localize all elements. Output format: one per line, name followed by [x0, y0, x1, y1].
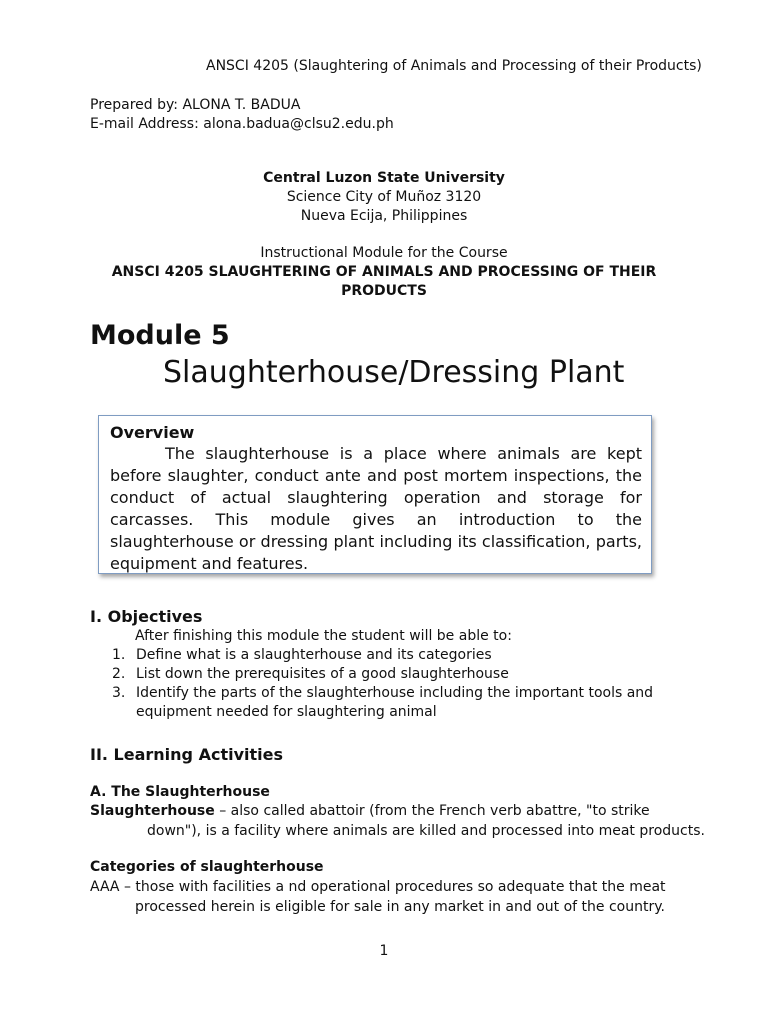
email-address: E-mail Address: alona.badua@clsu2.edu.ph — [90, 116, 394, 132]
overview-text: The slaughterhouse is a place where animals are kept before slaughter, conduct ante and post mortem inspections, the conduct of actual slaughtering operation and storage for carcasses. This module gives an introduction to the slaughterhouse or dressing plant including its classification, parts, equipment and features. — [110, 444, 642, 573]
section-a-heading: A. The Slaughterhouse — [90, 784, 270, 800]
module-intro: Instructional Module for the Course — [260, 245, 508, 261]
definition-text-line2: down"), is a facility where animals are killed and processed into meat products. — [147, 823, 705, 839]
objective-text: Identify the parts of the slaughterhouse including the important tools and — [136, 685, 654, 701]
module-number: Module 5 — [90, 320, 230, 351]
objective-number: 2. — [112, 666, 126, 682]
page-number: 1 — [379, 943, 389, 959]
institution-address-1: Science City of Muñoz 3120 — [286, 189, 482, 205]
institution-name: Central Luzon State University — [263, 170, 505, 186]
institution-address-2: Nueva Ecija, Philippines — [300, 208, 468, 224]
module-title: Slaughterhouse/Dressing Plant — [163, 355, 625, 390]
learning-activities-heading: II. Learning Activities — [90, 745, 283, 764]
course-header: ANSCI 4205 (Slaughtering of Animals and Processing of their Products) — [206, 58, 702, 74]
definition-term: Slaughterhouse — [90, 803, 215, 819]
objectives-heading: I. Objectives — [90, 607, 203, 626]
objective-item-3-continued: equipment needed for slaughtering animal — [136, 704, 437, 720]
overview-title: Overview — [110, 423, 195, 442]
overview-box — [98, 415, 652, 574]
course-title-line2: PRODUCTS — [341, 283, 427, 299]
categories-heading: Categories of slaughterhouse — [90, 859, 324, 875]
definition-text-line1: – also called abattoir (from the French verb abattre, "to strike — [214, 803, 650, 819]
objectives-intro: After finishing this module the student will be able to: — [135, 628, 512, 644]
objective-number: 1. — [112, 647, 126, 663]
category-aaa-line1: AAA – those with facilities a nd operational procedures so adequate that the meat — [90, 879, 666, 895]
category-aaa — [90, 877, 678, 917]
objective-number: 3. — [112, 685, 126, 701]
slaughterhouse-definition — [90, 801, 705, 841]
objective-text: List down the prerequisites of a good slaughterhouse — [136, 666, 509, 682]
objective-text: Define what is a slaughterhouse and its categories — [136, 647, 492, 663]
category-aaa-line2: processed herein is eligible for sale in any market in and out of the country. — [135, 899, 665, 915]
prepared-by: Prepared by: ALONA T. BADUA — [90, 97, 301, 113]
course-title-line1: ANSCI 4205 SLAUGHTERING OF ANIMALS AND PROCESSING OF THEIR — [111, 264, 657, 280]
